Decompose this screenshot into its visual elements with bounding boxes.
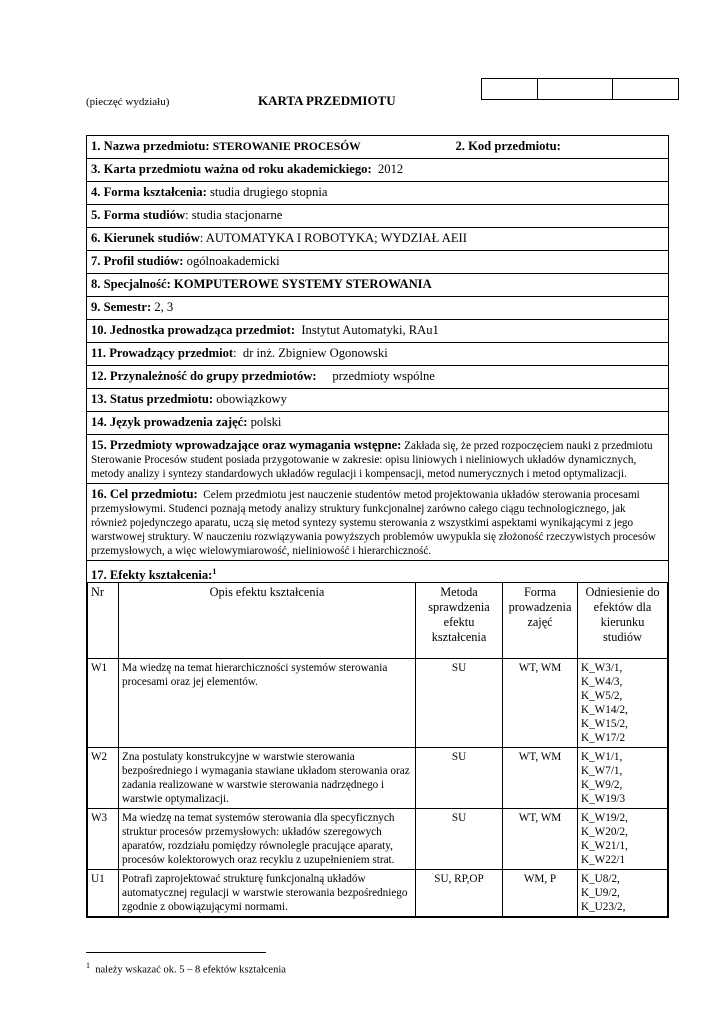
reference-code: K_U8/2, xyxy=(581,873,620,885)
reference-code: K_U9/2, xyxy=(581,887,620,899)
reference-code: K_W19/3 xyxy=(581,793,626,805)
row-learning-outcomes xyxy=(87,561,669,918)
row-course-name: 1. Nazwa przedmiotu: STEROWANIE PROCESÓW 2. Kod przedmiotu: xyxy=(87,136,669,159)
row-unit: 10. Jednostka prowadząca przedmiot: Instytut Automatyki, RAu1 xyxy=(87,320,669,343)
col-header-form: Forma prowadzenia zajęć xyxy=(503,583,578,659)
reference-code: K_W15/2, xyxy=(581,718,628,730)
reference-code: K_W5/2, xyxy=(581,690,623,702)
row-course-goal: 16. Cel przedmiotu: Celem przedmiotu jest nauczenie studentów metod projektowania układów sterowania procesami przemysłowymi. Studenci poznają metody analizy struktury funkcjonalnej zarówno całego ciągu technologicznego, jak również pojedynczego aparatu, uczą się metod syntezy systemu sterowania z wszystkimi aspektami wynikającymi z jego warstwowej struktury. W nauczeniu rozwiązywania powyższych problemów uwypukla się złożoność rzeczywistych procesów przemysłowych, a więc wielowymiarowość, nieliniowość i hierarchiczność. xyxy=(87,484,669,561)
outcome-description: Ma wiedzę na temat hierarchiczności systemów sterowania procesami oraz jej elementów. xyxy=(119,659,416,748)
reference-code: K_W4/3, xyxy=(581,676,623,688)
code-cell xyxy=(482,79,538,99)
outcome-reference xyxy=(578,748,668,809)
reference-code: K_W22/1 xyxy=(581,854,626,866)
outcome-reference xyxy=(578,809,668,870)
outcome-form: WT, WM xyxy=(503,659,578,748)
outcome-form: WT, WM xyxy=(503,748,578,809)
code-box xyxy=(481,78,679,100)
col-header-description: Opis efektu kształcenia xyxy=(119,583,416,659)
faculty-stamp-label: (pieczęć wydziału) xyxy=(86,96,170,108)
row-field-of-study: 6. Kierunek studiów: AUTOMATYKA I ROBOTYKA; WYDZIAŁ AEII xyxy=(87,228,669,251)
outcome-description: Ma wiedzę na temat systemów sterowania dla specyficznych struktur procesów przemysłowych: układów szeregowych aparatów, rozdziału pomiędzy równolegle pracujące aparaty, procesów kolektorowych oraz recyklu z uzupełnieniem strat. xyxy=(119,809,416,870)
outcome-row xyxy=(88,659,668,748)
outcome-form: WT, WM xyxy=(503,809,578,870)
reference-code: K_W3/1, xyxy=(581,662,623,674)
outcome-row xyxy=(88,748,668,809)
code-cell xyxy=(613,79,678,99)
reference-code: K_W14/2, xyxy=(581,704,628,716)
outcome-reference xyxy=(578,659,668,748)
outcome-row xyxy=(88,870,668,917)
row-semester: 9. Semestr: 2, 3 xyxy=(87,297,669,320)
code-cell xyxy=(538,79,612,99)
row-prerequisites: 15. Przedmioty wprowadzające oraz wymagania wstępne: Zakłada się, że przed rozpoczęciem nauki z przedmiotu Sterowanie Procesów student posiada przygotowanie w zakresie: opisu liniowych i nieliniowych układów dynamicznych, metody analizy i syntezy standardowych układów regulacji i kompensacji, metod numerycznych i metod optymalizacji. xyxy=(87,435,669,484)
row-lecturer: 11. Prowadzący przedmiot: dr inż. Zbigniew Ogonowski xyxy=(87,343,669,366)
reference-code: K_W21/1, xyxy=(581,840,628,852)
outcome-row xyxy=(88,809,668,870)
course-card-table xyxy=(86,135,669,918)
outcome-nr: U1 xyxy=(88,870,119,917)
footnote-mark: 1 xyxy=(86,961,90,970)
outcomes-table xyxy=(87,582,668,917)
outcome-description: Potrafi zaprojektować strukturę funkcjonalną układów automatycznej regulacji w warstwie sterowania bezpośredniego zgodnie z obowiązującymi normami. xyxy=(119,870,416,917)
row-course-group: 12. Przynależność do grupy przedmiotów: przedmioty wspólne xyxy=(87,366,669,389)
outcome-method: SU xyxy=(416,809,503,870)
reference-code: K_W1/1, xyxy=(581,751,623,763)
outcome-nr: W1 xyxy=(88,659,119,748)
reference-code: K_W19/2, xyxy=(581,812,628,824)
col-header-nr: Nr xyxy=(88,583,119,659)
outcome-method: SU, RP,OP xyxy=(416,870,503,917)
row-specialization: 8. Specjalność: KOMPUTEROWE SYSTEMY STEROWANIA xyxy=(87,274,669,297)
row-education-form: 4. Forma kształcenia: studia drugiego stopnia xyxy=(87,182,669,205)
outcome-method: SU xyxy=(416,659,503,748)
reference-code: K_U23/2, xyxy=(581,901,626,913)
reference-code: K_W9/2, xyxy=(581,779,623,791)
footnote-divider xyxy=(86,952,266,953)
outcome-description: Zna postulaty konstrukcyjne w warstwie sterowania bezpośredniego i wymagania stawiane układom sterowania oraz zadania realizowane w warstwie sterowania nadrzędnego i warstwie optymalizacji. xyxy=(119,748,416,809)
course-name: STEROWANIE PROCESÓW xyxy=(212,141,361,153)
page-title: KARTA PRZEDMIOTU xyxy=(258,93,396,108)
row-study-form: 5. Forma studiów: studia stacjonarne xyxy=(87,205,669,228)
row-course-status: 13. Status przedmiotu: obowiązkowy xyxy=(87,389,669,412)
footnote xyxy=(86,961,286,976)
outcome-form: WM, P xyxy=(503,870,578,917)
outcome-method: SU xyxy=(416,748,503,809)
col-header-reference: Odniesienie do efektów dla kierunku studiów xyxy=(578,583,668,659)
outcome-nr: W2 xyxy=(88,748,119,809)
outcome-reference xyxy=(578,870,668,917)
col-header-method: Metoda sprawdzenia efektu kształcenia xyxy=(416,583,503,659)
course-code-label: 2. Kod przedmiotu: xyxy=(455,139,561,153)
reference-code: K_W20/2, xyxy=(581,826,628,838)
outcome-nr: W3 xyxy=(88,809,119,870)
row-language: 14. Język prowadzenia zajęć: polski xyxy=(87,412,669,435)
reference-code: K_W17/2 xyxy=(581,732,626,744)
row-study-profile: 7. Profil studiów: ogólnoakademicki xyxy=(87,251,669,274)
row-valid-year: 3. Karta przedmiotu ważna od roku akademickiego: 2012 xyxy=(87,159,669,182)
footnote-text: należy wskazać ok. 5 – 8 efektów kształcenia xyxy=(95,964,286,976)
reference-code: K_W7/1, xyxy=(581,765,623,777)
footnote-ref: 1 xyxy=(212,567,217,576)
outcomes-label: 17. Efekty kształcenia: xyxy=(91,568,213,583)
